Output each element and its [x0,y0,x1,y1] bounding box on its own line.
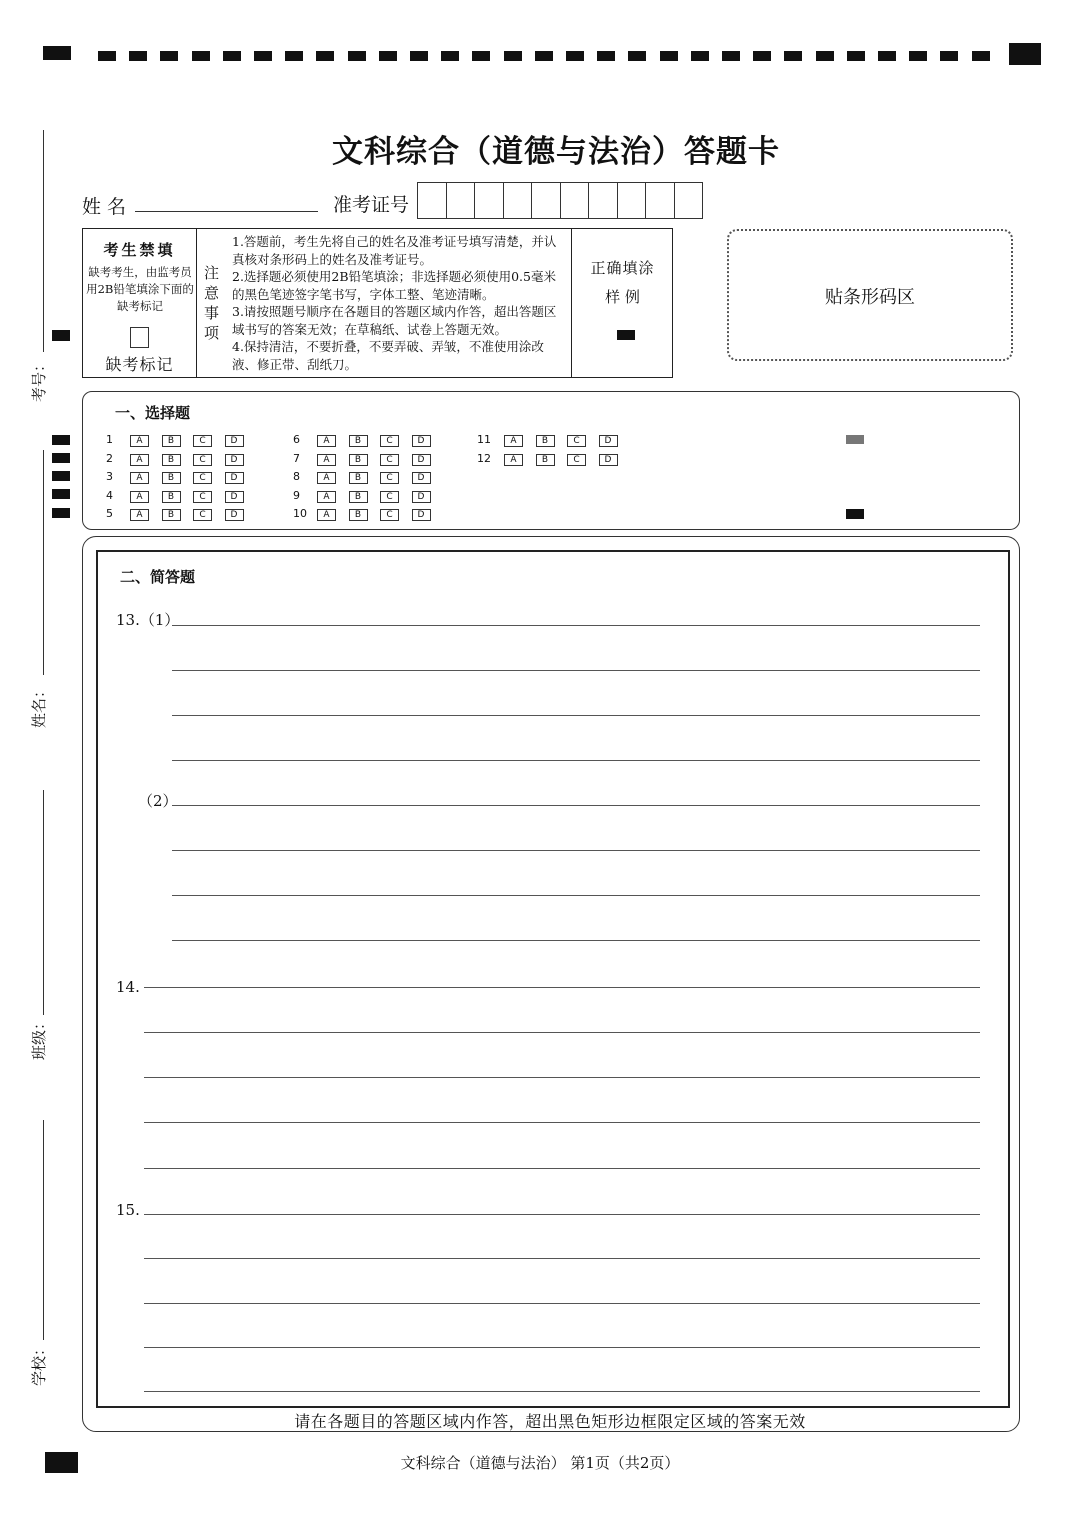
option-bubble[interactable]: B [162,435,181,447]
option-bubble[interactable]: B [349,509,368,521]
option-bubble[interactable]: D [599,454,618,466]
option-bubble[interactable]: B [162,491,181,503]
ocr-mark [846,435,864,444]
timing-mark [972,51,990,61]
question-number: 12 [477,451,491,465]
option-bubble[interactable]: C [193,491,212,503]
prohibited-text: 缺考考生，由监考员用2B铅笔填涂下面的缺考标记 [86,265,194,313]
timing-mark [816,51,834,61]
answer-line[interactable] [144,1077,980,1078]
answer-line[interactable] [144,1303,980,1304]
question-number: 3 [106,470,113,483]
option-bubble[interactable]: A [317,491,336,503]
q13-1-label: 13.（1） [116,611,180,629]
timing-mark [441,51,459,61]
option-bubble[interactable]: A [317,454,336,466]
note-item: 3.请按照题号顺序在各题目的答题区域内作答，超出答题区域书写的答案无效；在草稿纸、试卷上答题无效。 [232,304,557,337]
timing-mark [472,51,490,61]
barcode-area [727,229,1013,361]
timing-mark [52,489,70,499]
option-bubble[interactable]: A [504,454,523,466]
note-item: 2.选择题必须使用2B铅笔填涂；非选择题必须使用0.5毫米的黑色笔迹签字笔书写，字体工整、笔迹清晰。 [232,269,556,302]
question-number: 7 [293,451,300,465]
timing-mark [160,51,178,61]
q14-label: 14. [116,978,140,996]
option-bubble[interactable]: D [225,435,244,447]
option-bubble[interactable]: D [412,454,431,466]
timing-mark [52,435,70,445]
timing-mark [410,51,428,61]
timing-mark [129,51,147,61]
option-bubble[interactable]: D [225,509,244,521]
sample-label: 正确填涂 [590,259,655,277]
question-number: 4 [106,488,113,502]
option-bubble[interactable]: D [412,435,431,447]
answer-line[interactable] [172,715,980,716]
sidebar-line [43,1120,44,1340]
sidebar-school: 学校： [30,1340,48,1386]
timing-mark [784,51,802,61]
question-number: 5 [106,507,113,520]
option-bubble[interactable]: A [317,435,336,447]
exam-no-grid[interactable] [417,182,703,219]
timing-mark [940,51,958,61]
answer-line[interactable] [172,625,980,626]
sidebar-name: 姓名： [30,682,48,728]
answer-line[interactable] [144,1347,980,1348]
timing-mark [722,51,740,61]
exam-no-label: 准考证号 [333,194,410,216]
option-bubble[interactable]: B [349,435,368,447]
question-number: 11 [477,433,491,446]
corner-mark [43,46,71,60]
answer-line[interactable] [172,805,980,806]
option-bubble[interactable]: D [412,472,431,484]
sidebar-class: 班级： [30,1014,48,1060]
prohibited-cell [83,229,197,377]
option-bubble[interactable]: C [380,509,399,521]
name-label: 姓 名 [82,196,127,218]
timing-mark [52,453,70,463]
option-bubble[interactable]: C [193,472,212,484]
notes-label: 注意事项 [204,264,220,342]
option-bubble[interactable]: D [225,491,244,503]
answer-line[interactable] [172,940,980,941]
option-bubble[interactable]: C [193,435,212,447]
instructions-box [82,228,673,378]
question-number: 6 [293,433,300,446]
timing-mark [909,51,927,61]
option-bubble[interactable]: D [225,472,244,484]
option-bubble[interactable]: D [412,491,431,503]
timing-mark [878,51,896,61]
choice-title: 一、选择题 [115,404,191,422]
option-bubble[interactable]: C [193,454,212,466]
question-number: 9 [293,488,300,502]
timing-mark [597,51,615,61]
notes-cell [196,229,572,377]
option-bubble[interactable]: A [504,435,523,447]
timing-mark [223,51,241,61]
answer-line[interactable] [144,1391,980,1392]
answer-line[interactable] [172,895,980,896]
question-number: 1 [106,433,113,446]
timing-mark [285,51,303,61]
note-item: 1.答题前，考生先将自己的姓名及准考证号填写清楚，并认真核对条形码上的姓名及准考证号。 [232,234,557,267]
option-bubble[interactable]: B [349,491,368,503]
page-title: 文科综合（道德与法治）答题卡 [332,134,780,170]
option-bubble[interactable]: B [162,472,181,484]
option-bubble[interactable]: C [380,435,399,447]
option-bubble[interactable]: D [599,435,618,447]
answer-line[interactable] [172,760,980,761]
sample-fill-mark [617,330,635,340]
timing-mark [316,51,334,61]
q13-2-label: （2） [138,792,178,810]
option-bubble[interactable]: B [162,454,181,466]
timing-mark [192,51,210,61]
option-bubble[interactable]: A [130,509,149,521]
timing-mark [348,51,366,61]
option-bubble[interactable]: B [536,435,555,447]
choice-section [82,391,1020,530]
timing-mark [691,51,709,61]
notes-list [232,233,565,373]
timing-mark [566,51,584,61]
sidebar-line [43,450,44,675]
sidebar-line [43,790,44,1015]
option-bubble[interactable]: A [130,435,149,447]
timing-mark [379,51,397,61]
timing-mark [504,51,522,61]
option-bubble[interactable]: C [380,491,399,503]
absent-checkbox[interactable] [130,327,149,348]
option-bubble[interactable]: D [412,509,431,521]
option-bubble[interactable]: B [349,472,368,484]
timing-mark [52,471,70,481]
timing-mark [254,51,272,61]
note-item: 4.保持清洁，不要折叠，不要弄破、弄皱，不准使用涂改液、修正带、刮纸刀。 [232,339,544,372]
absent-mark-label: 缺考标记 [105,355,174,374]
question-number: 10 [293,507,307,520]
option-bubble[interactable]: A [130,454,149,466]
corner-mark [1009,43,1041,65]
answer-line[interactable] [144,987,980,988]
answer-line[interactable] [172,670,980,671]
option-bubble[interactable]: A [317,472,336,484]
option-bubble[interactable]: B [162,509,181,521]
bottom-notice: 请在各题目的答题区域内作答，超出黑色矩形边框限定区域的答案无效 [294,1412,806,1431]
answer-line[interactable] [144,1258,980,1259]
option-bubble[interactable]: D [225,454,244,466]
option-bubble[interactable]: A [130,491,149,503]
sidebar-line [43,130,44,352]
option-bubble[interactable]: C [193,509,212,521]
ocr-mark [846,509,864,519]
option-bubble[interactable]: A [130,472,149,484]
short-answer-box [96,550,1010,1408]
page-footer: 文科综合（道德与法治） 第1页（共2页） [400,1454,680,1472]
timing-mark [628,51,646,61]
q15-label: 15. [116,1201,140,1219]
option-bubble[interactable]: A [317,509,336,521]
option-bubble[interactable]: B [349,454,368,466]
name-field[interactable] [135,211,318,212]
timing-mark [98,51,116,61]
question-number: 8 [293,470,300,483]
short-answer-title: 二、简答题 [120,568,196,586]
timing-mark [660,51,678,61]
option-bubble[interactable]: B [536,454,555,466]
sample-label-2: 样 例 [605,288,640,306]
answer-line[interactable] [172,850,980,851]
timing-mark [535,51,553,61]
option-bubble[interactable]: C [567,435,586,447]
prohibited-title: 考生禁填 [103,241,176,259]
timing-mark [847,51,865,61]
option-bubble[interactable]: C [567,454,586,466]
answer-line[interactable] [144,1032,980,1033]
option-bubble[interactable]: C [380,454,399,466]
timing-mark [753,51,771,61]
sidebar-exam-no: 考号： [30,356,48,402]
question-number: 2 [106,451,113,465]
answer-line[interactable] [144,1122,980,1123]
timing-mark [52,508,70,518]
barcode-label: 贴条形码区 [825,287,915,308]
timing-mark [52,330,70,341]
answer-line[interactable] [144,1214,980,1215]
answer-line[interactable] [144,1168,980,1169]
option-bubble[interactable]: C [380,472,399,484]
